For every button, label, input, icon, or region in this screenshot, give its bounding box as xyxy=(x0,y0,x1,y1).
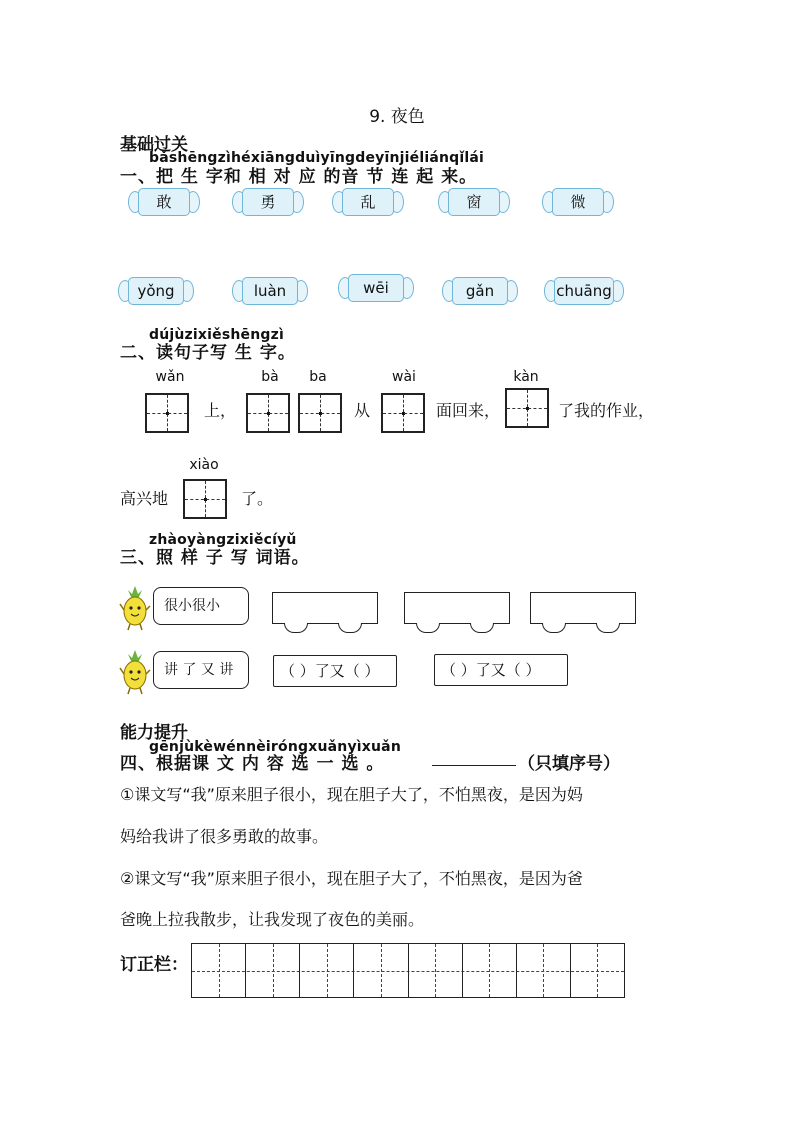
pinyin-hint: bà xyxy=(261,369,279,385)
pinyin-hint: kàn xyxy=(513,369,539,385)
pattern-box[interactable]: （ ）了又（ ） xyxy=(434,654,568,686)
section2-heading: 二、读句子写 生 字。 xyxy=(120,343,296,363)
pinyin-hint: wài xyxy=(392,369,416,385)
pineapple-mascot-icon xyxy=(118,648,152,696)
sentence-text: 了。 xyxy=(241,489,274,508)
section-label-basic: 基础过关 xyxy=(120,135,188,155)
answer-blank[interactable] xyxy=(432,765,516,766)
option-text: 妈给我讲了很多勇敢的故事。 xyxy=(120,827,329,846)
writing-box[interactable] xyxy=(246,393,290,433)
pinyin-hint: wǎn xyxy=(155,369,185,385)
character-card[interactable]: 勇 xyxy=(232,188,304,214)
syllable-card[interactable]: gǎn xyxy=(442,277,518,303)
character-card[interactable]: 微 xyxy=(542,188,614,214)
cart-wheel xyxy=(284,623,308,633)
cart-wheel xyxy=(338,623,362,633)
syllable-card[interactable]: chuāng xyxy=(544,277,624,303)
writing-box[interactable] xyxy=(183,479,227,519)
section3-pinyin: zhàoyàngzixiěcíyǔ xyxy=(149,532,297,548)
option-text: ②课文写“我”原来胆子很小，现在胆子大了，不怕黑夜，是因为爸 xyxy=(120,869,583,888)
section2-pinyin: dújùzixiěshēngzì xyxy=(149,327,284,343)
section-label-advanced: 能力提升 xyxy=(120,723,188,743)
example-word-box: 讲 了 又 讲 xyxy=(153,651,249,689)
writing-box[interactable] xyxy=(505,388,549,428)
writing-box[interactable] xyxy=(145,393,189,433)
cart-wheel xyxy=(416,623,440,633)
cart-wheel xyxy=(596,623,620,633)
pinyin-hint: xiào xyxy=(189,457,219,473)
cart-wheel xyxy=(542,623,566,633)
answer-cart[interactable] xyxy=(530,592,636,624)
pattern-box[interactable]: （ ）了又（ ） xyxy=(273,655,397,687)
character-card[interactable]: 窗 xyxy=(438,188,510,214)
pineapple-mascot-icon xyxy=(118,584,152,632)
cart-wheel xyxy=(470,623,494,633)
sentence-text: 面回来， xyxy=(436,401,501,420)
section4-heading: 四、根据课 文 内 容 选 一 选 。 xyxy=(120,754,385,774)
answer-note: （只填序号） xyxy=(518,754,620,774)
option-text: 爸晚上拉我散步，让我发现了夜色的美丽。 xyxy=(120,910,425,929)
writing-box[interactable] xyxy=(298,393,342,433)
correction-label: 订正栏： xyxy=(120,955,188,975)
sentence-text: 上， xyxy=(204,401,237,420)
writing-box[interactable] xyxy=(381,393,425,433)
syllable-card[interactable]: yǒng xyxy=(118,277,194,303)
answer-cart[interactable] xyxy=(404,592,510,624)
syllable-card[interactable]: luàn xyxy=(232,277,308,303)
correction-grid[interactable] xyxy=(191,943,625,998)
syllable-card[interactable]: wēi xyxy=(338,274,414,300)
section4-pinyin: gēnjùkèwénnèiróngxuǎnyìxuǎn xyxy=(149,739,401,755)
option-text: ①课文写“我”原来胆子很小，现在胆子大了，不怕黑夜，是因为妈 xyxy=(120,785,583,804)
page-title: 9. 夜色 xyxy=(369,107,425,127)
sentence-text: 从 xyxy=(354,401,371,420)
sentence-text: 了我的作业， xyxy=(558,401,655,420)
section1-pinyin: bǎshēngzìhéxiāngduìyīngdeyīnjiéliánqǐlái xyxy=(149,150,485,166)
section1-heading: 一、把 生 字和 相 对 应 的音 节 连 起 来。 xyxy=(120,167,478,187)
example-word-box: 很小很小 xyxy=(153,587,249,625)
character-card[interactable]: 敢 xyxy=(128,188,200,214)
section3-heading: 三、照 样 子 写 词语。 xyxy=(120,548,310,568)
sentence-text: 高兴地 xyxy=(120,489,169,508)
character-card[interactable]: 乱 xyxy=(332,188,404,214)
answer-cart[interactable] xyxy=(272,592,378,624)
pinyin-hint: ba xyxy=(309,369,327,385)
